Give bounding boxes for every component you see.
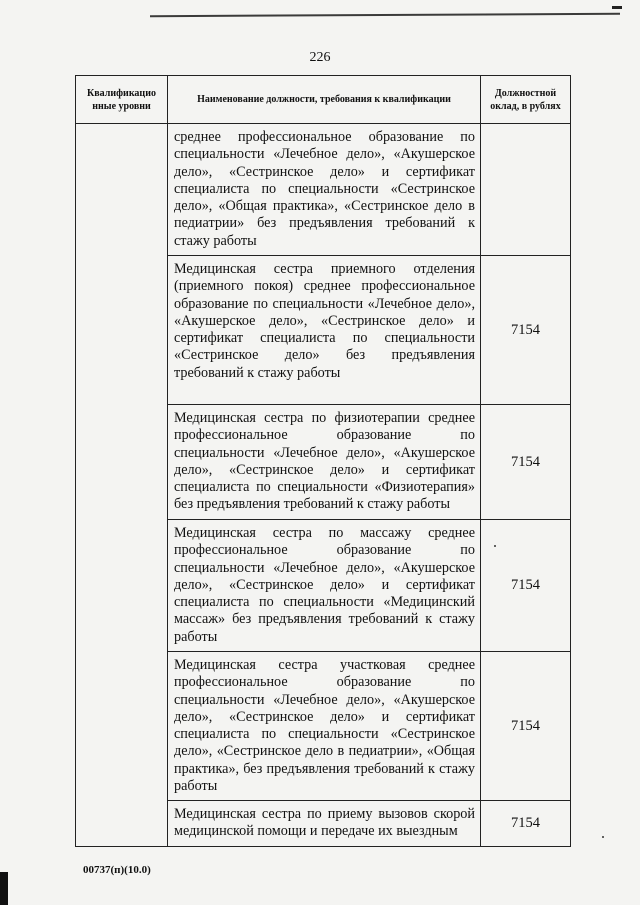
position-requirements	[168, 652, 481, 801]
qualification-level-cell	[76, 124, 168, 847]
salary-cell: 7154	[481, 405, 571, 520]
table-row	[76, 124, 571, 256]
row-text: среднее профессиональное образование по специальности «Лечебное дело», «Акушерское дело», «Сестринское дело» и сертификат специалиста по специальности «Сестринское дело», «Общая практика», «Сестринское дело в педиатрии» без предъявления требований к стажу работы	[174, 129, 475, 249]
header-qualification-level: Квалификацио нные уровни	[76, 76, 168, 124]
table-header-row	[76, 76, 571, 124]
scan-speck	[602, 836, 604, 838]
scan-artifact-top-line	[150, 13, 620, 17]
salary-cell: 7154	[481, 652, 571, 801]
position-requirements	[168, 124, 481, 256]
row-text: Медицинская сестра по массажу среднее профессиональное образование по специальности «Лечебное дело», «Акушерское дело», «Сестринское дело» и сертификат специалиста по специальности «Медицинский массаж» без предъявления требований к стажу работы	[174, 525, 475, 645]
position-requirements	[168, 520, 481, 652]
scan-artifact-tick	[612, 6, 622, 9]
qualification-table	[75, 75, 571, 847]
row-text: Медицинская сестра приемного отделения (приемного покоя) среднее профессиональное образование по специальности «Лечебное дело», «Акушерское дело», «Сестринское дело» и сертификат специалиста по специальности «Сестринское дело» без предъявления требований к стажу работы	[174, 261, 475, 381]
header-position: Наименование должности, требования к квалификации	[168, 76, 481, 124]
row-text: Медицинская сестра участковая среднее профессиональное образование по специальности «Лечебное дело», «Акушерское дело», «Сестринское дело» и сертификат специалиста по специальности «Сестринское дело», «Сестринское дело в педиатрии», «Общая практика», без предъявления требований к стажу работы	[174, 657, 475, 795]
scan-speck	[494, 545, 496, 547]
salary-cell	[481, 124, 571, 256]
header-salary: Должностной оклад, в рублях	[481, 76, 571, 124]
document-code: 00737(п)(10.0)	[83, 864, 151, 876]
salary-cell: 7154	[481, 801, 571, 847]
salary-cell: 7154	[481, 520, 571, 652]
row-text: Медицинская сестра по физиотерапии среднее профессиональное образование по специальности «Лечебное дело», «Акушерское дело», «Сестринское дело» и сертификат специалиста по специальности «Физиотерапия» без предъявления требований к стажу работы	[174, 410, 475, 513]
page-number: 226	[309, 50, 331, 65]
position-requirements	[168, 256, 481, 405]
row-text: Медицинская сестра по приему вызовов скорой медицинской помощи и передаче их выездным	[174, 806, 475, 840]
salary-cell: 7154	[481, 256, 571, 405]
position-requirements	[168, 801, 481, 847]
scan-artifact-left-bar	[0, 872, 8, 905]
position-requirements	[168, 405, 481, 520]
